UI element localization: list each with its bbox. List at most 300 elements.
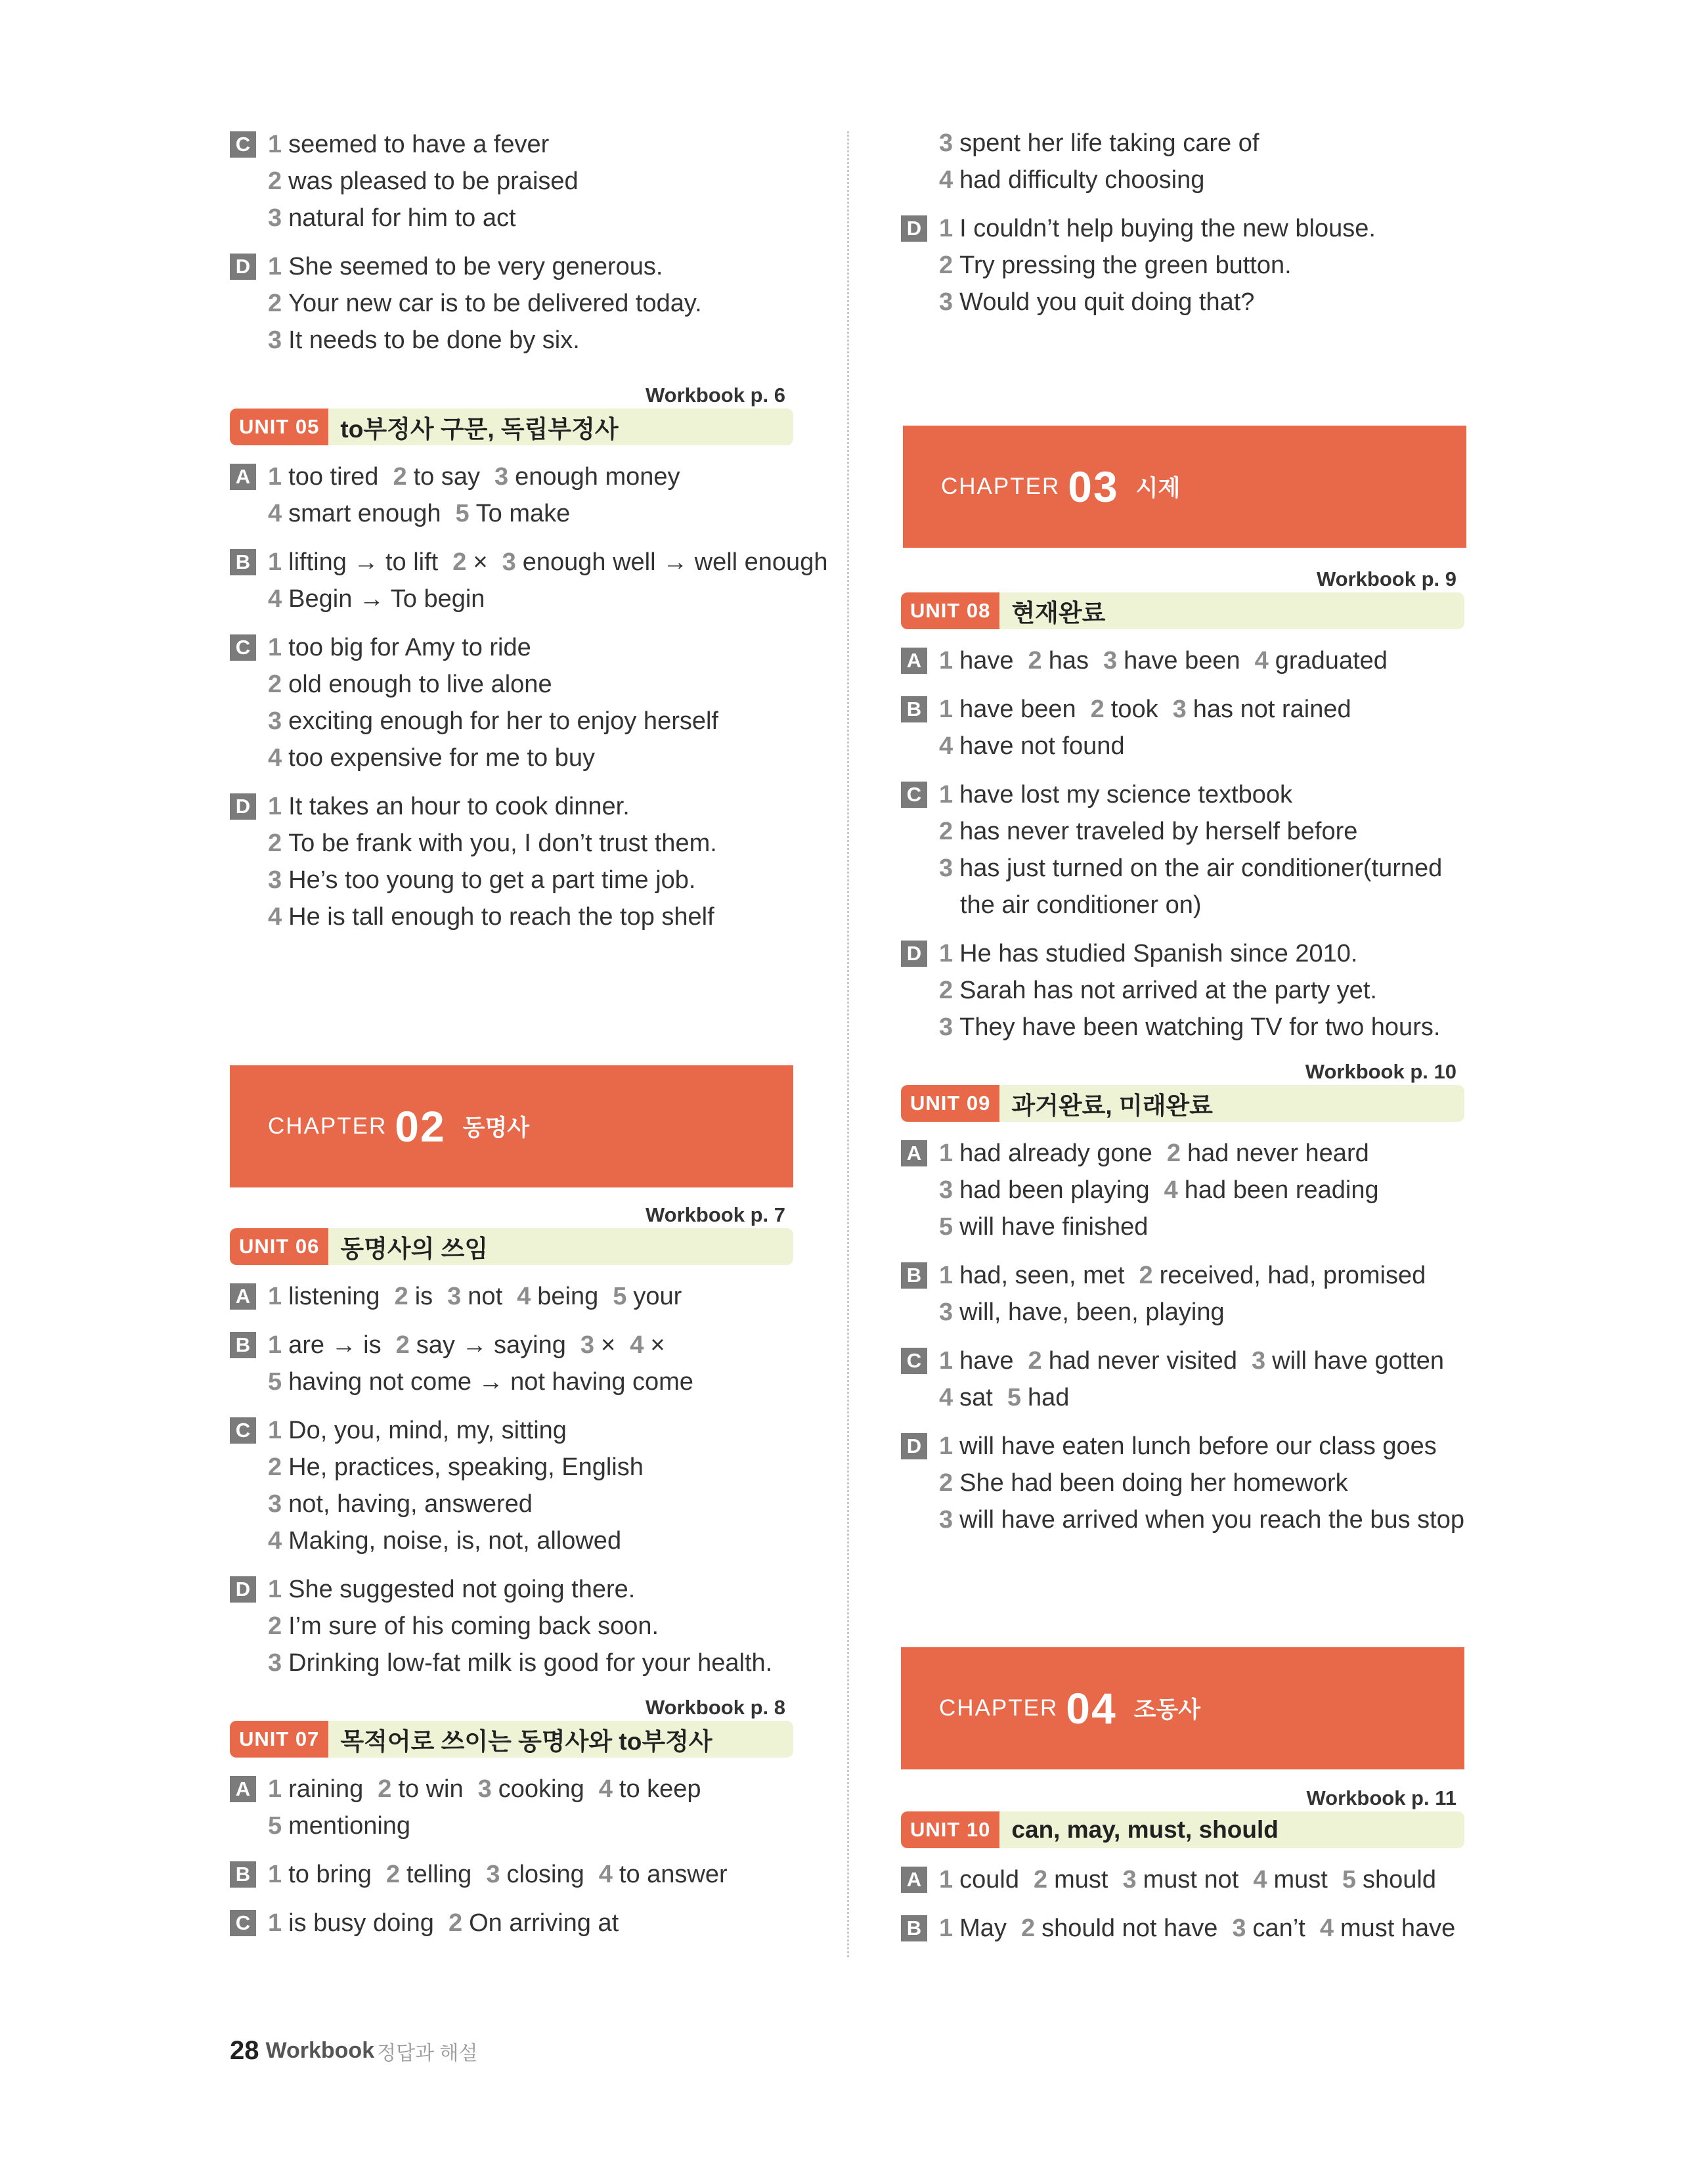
- item-number: 2: [268, 1612, 282, 1640]
- item-number: 4: [939, 166, 953, 194]
- answer-text: had never visited: [1048, 1347, 1237, 1375]
- item-number: 4: [1319, 1915, 1334, 1942]
- answer-text: to bring: [288, 1861, 372, 1888]
- answer-group: [230, 1278, 793, 1315]
- answer-group: [901, 776, 1464, 923]
- answer-lines: [268, 1905, 793, 1941]
- answer-group: [230, 1327, 793, 1400]
- answer-text: will have finished: [959, 1213, 1149, 1241]
- chapter-04-banner: [901, 1647, 1464, 1769]
- answer-text: say → saying: [416, 1331, 566, 1359]
- unit-title: 목적어로 쓰이는 동명사와 to부정사: [340, 1728, 712, 1755]
- answer-line: [268, 1771, 793, 1807]
- answer-group: [230, 629, 793, 776]
- section-badge: A: [230, 1283, 256, 1310]
- answer-text: Making, noise, is, not, allowed: [288, 1527, 622, 1555]
- answer-line: [268, 1571, 793, 1608]
- answer-text: too tired: [288, 463, 379, 491]
- answer-text: exciting enough for her to enjoy herself: [288, 707, 718, 735]
- answer-lines: [268, 544, 827, 617]
- answer-line: [939, 1257, 1464, 1294]
- answer-lines: [939, 1428, 1464, 1538]
- answer-line: [268, 1905, 793, 1941]
- item-number: 4: [1164, 1176, 1178, 1204]
- item-number: 1: [939, 1347, 953, 1375]
- item-number: 2: [1090, 696, 1105, 723]
- answer-text: have been: [959, 696, 1076, 723]
- item-number: 4: [268, 744, 282, 772]
- answer-text: too expensive for me to buy: [288, 744, 595, 772]
- chapter-number: 03: [1068, 462, 1119, 511]
- section-badge: [901, 130, 927, 156]
- item-number: 1: [268, 1909, 282, 1937]
- answer-text: She had been doing her homework: [959, 1469, 1348, 1497]
- item-number: 5: [613, 1283, 627, 1310]
- item-number: 1: [939, 940, 953, 967]
- answer-text: to answer: [619, 1861, 728, 1888]
- answer-group: [230, 788, 793, 935]
- left-column-lower: [230, 1202, 793, 1953]
- item-number: 3: [268, 1490, 282, 1518]
- answer-group: [230, 1771, 793, 1844]
- item-number: 2: [378, 1775, 392, 1803]
- item-number: 1: [939, 781, 953, 809]
- answer-line: [939, 642, 1464, 679]
- unit07-answers: [230, 1771, 793, 1941]
- answer-text: Your new car is to be delivered today.: [288, 290, 702, 317]
- unit-badge: UNIT 05: [230, 409, 328, 445]
- item-number: 3: [939, 854, 953, 882]
- answer-text: enough money: [515, 463, 680, 491]
- item-number: 3: [494, 463, 509, 491]
- workbook-ref: Workbook p. 7: [645, 1203, 785, 1226]
- answer-lines: [268, 248, 793, 359]
- unit-header: [901, 1811, 1464, 1848]
- answer-lines: [268, 788, 793, 935]
- unit-badge: UNIT 09: [901, 1085, 999, 1122]
- item-number: 3: [1172, 696, 1187, 723]
- answer-line: [268, 1856, 793, 1893]
- unit-title: 과거완료, 미래완료: [1011, 1092, 1213, 1119]
- page-number: 28: [230, 2036, 259, 2065]
- answer-text: has never traveled by herself before: [959, 818, 1358, 845]
- answer-lines: [939, 1910, 1464, 1947]
- answer-line: [939, 1910, 1464, 1947]
- answer-text: is: [414, 1283, 433, 1310]
- answer-line: [268, 163, 793, 200]
- item-number: 1: [939, 1866, 953, 1894]
- answer-lines: [939, 1342, 1464, 1416]
- answer-lines: [268, 1571, 793, 1681]
- item-number: 1: [939, 696, 953, 723]
- answer-line: [268, 248, 793, 285]
- answer-line: [268, 1645, 793, 1681]
- answer-text: had been reading: [1184, 1176, 1379, 1204]
- item-number: 4: [939, 732, 953, 760]
- answer-line: [939, 1294, 1464, 1331]
- section-badge: A: [901, 1140, 927, 1166]
- answer-text: Sarah has not arrived at the party yet.: [959, 977, 1377, 1004]
- item-number: 4: [1254, 647, 1269, 675]
- answer-text: He has studied Spanish since 2010.: [959, 940, 1358, 967]
- right-top-groups: [901, 125, 1464, 321]
- answer-line: [268, 1522, 793, 1559]
- answer-text: graduated: [1275, 647, 1388, 675]
- chapter-label: CHAPTER: [268, 1113, 387, 1139]
- answer-text: natural for him to act: [288, 204, 516, 232]
- item-number: 5: [939, 1213, 953, 1241]
- chapter-label: CHAPTER: [941, 474, 1061, 499]
- answer-group: [901, 1861, 1464, 1898]
- answer-text: can’t: [1252, 1915, 1305, 1942]
- book-brand-sub: 정답과 해설: [377, 2042, 478, 2064]
- answer-lines: [939, 1257, 1464, 1331]
- item-number: 5: [1342, 1866, 1356, 1894]
- answer-line: [939, 1342, 1464, 1379]
- answer-lines: [939, 642, 1464, 679]
- answer-text: May: [959, 1915, 1007, 1942]
- answer-group: [230, 126, 793, 236]
- answer-text: is busy doing: [288, 1909, 434, 1937]
- answer-text: Do, you, mind, my, sitting: [288, 1417, 567, 1444]
- item-number: 3: [268, 866, 282, 894]
- answer-text: had, seen, met: [959, 1262, 1125, 1289]
- unit-title: 동명사의 쓰임: [340, 1235, 489, 1262]
- item-number: 1: [268, 253, 282, 280]
- item-number: 3: [939, 129, 953, 157]
- answer-line: [268, 285, 793, 322]
- item-number: 3: [939, 288, 953, 316]
- answer-text: had: [1027, 1384, 1070, 1411]
- answer-text: On arriving at: [469, 1909, 619, 1937]
- unit-header: [230, 1721, 793, 1758]
- unit-badge: UNIT 07: [230, 1721, 328, 1758]
- item-number: 3: [502, 548, 516, 576]
- answer-text: must not: [1143, 1866, 1239, 1894]
- section-badge: D: [230, 1576, 256, 1603]
- answer-text: had been playing: [959, 1176, 1150, 1204]
- section-badge: C: [230, 131, 256, 158]
- item-number: 4: [268, 903, 282, 931]
- unit-badge: UNIT 08: [901, 592, 999, 629]
- answer-text: closing: [506, 1861, 584, 1888]
- item-number: 2: [268, 671, 282, 698]
- answer-lines: [939, 691, 1464, 765]
- answer-line: [939, 1428, 1464, 1465]
- unit10-answers: [901, 1861, 1464, 1947]
- answer-line: [939, 1009, 1464, 1046]
- answer-text: I couldn’t help buying the new blouse.: [959, 215, 1376, 242]
- item-number: 2: [1028, 1347, 1042, 1375]
- column-divider: [847, 131, 849, 1957]
- answer-lines: [268, 1771, 793, 1844]
- unit-header: [901, 592, 1464, 629]
- item-number: 1: [268, 1417, 282, 1444]
- answer-text: will have gotten: [1272, 1347, 1445, 1375]
- section-badge: C: [901, 782, 927, 808]
- item-number: 1: [939, 1262, 953, 1289]
- answer-text: I’m sure of his coming back soon.: [288, 1612, 659, 1640]
- answer-text: took: [1110, 696, 1158, 723]
- item-number: 2: [939, 977, 953, 1004]
- answer-lines: [939, 1861, 1464, 1898]
- item-number: 3: [939, 1298, 953, 1326]
- section-badge: D: [901, 941, 927, 967]
- answer-text: Try pressing the green button.: [959, 252, 1292, 279]
- item-number: 2: [385, 1861, 401, 1888]
- item-number: 4: [939, 1384, 953, 1411]
- item-number: 2: [268, 1453, 282, 1481]
- answer-line: [939, 1465, 1464, 1501]
- answer-line: [939, 728, 1464, 765]
- section-badge: A: [901, 1867, 927, 1893]
- answer-text: has: [1048, 647, 1089, 675]
- answer-text: He is tall enough to reach the top shelf: [288, 903, 714, 931]
- answer-text: must: [1273, 1866, 1328, 1894]
- item-number: 2: [268, 290, 282, 317]
- answer-line: [268, 495, 793, 532]
- unit08-answers: [901, 642, 1464, 1046]
- answer-text: have lost my science textbook: [959, 781, 1293, 809]
- section-badge: B: [901, 696, 927, 722]
- answer-text: received, had, promised: [1159, 1262, 1426, 1289]
- item-number: 1: [268, 1861, 282, 1888]
- answer-line: [939, 1135, 1464, 1172]
- section-badge: A: [230, 1776, 256, 1802]
- chapter-label: CHAPTER: [939, 1695, 1059, 1721]
- chapter-number: 04: [1066, 1684, 1117, 1733]
- item-number: 3: [268, 707, 282, 735]
- answer-line: [268, 581, 827, 617]
- answer-line: [939, 972, 1464, 1009]
- answer-text: He, practices, speaking, English: [288, 1453, 644, 1481]
- answer-lines: [939, 125, 1464, 198]
- unit-badge: UNIT 06: [230, 1228, 328, 1265]
- answer-group: [901, 1428, 1464, 1538]
- answer-text: being: [537, 1283, 599, 1310]
- answer-text: To make: [475, 500, 571, 527]
- answer-line: [268, 825, 793, 862]
- item-number: 2: [1166, 1140, 1181, 1167]
- answer-text: has just turned on the air conditioner(turned: [959, 854, 1443, 882]
- answer-line: [268, 544, 827, 581]
- item-number: 2: [394, 1283, 408, 1310]
- answer-line: [268, 1608, 793, 1645]
- answer-text: to keep: [619, 1775, 701, 1803]
- answer-line: [268, 703, 793, 740]
- chapter-title: 시제: [1135, 476, 1181, 501]
- item-number: 2: [939, 818, 953, 845]
- chapter-02-banner: [230, 1065, 793, 1187]
- unit-badge: UNIT 10: [901, 1811, 999, 1848]
- answer-lines: [939, 776, 1464, 923]
- item-number: 1: [939, 1915, 953, 1942]
- answer-line: [268, 666, 793, 703]
- item-number: 1: [939, 215, 953, 242]
- answer-text: to win: [398, 1775, 464, 1803]
- item-number: 2: [1028, 647, 1042, 675]
- answer-text: mentioning: [288, 1812, 411, 1840]
- answer-lines: [939, 1135, 1464, 1245]
- item-number: 2: [268, 830, 282, 857]
- item-number: 1: [939, 1140, 953, 1167]
- item-number: 3: [1122, 1866, 1137, 1894]
- workbook-ref: Workbook p. 11: [1306, 1786, 1456, 1809]
- item-number: 2: [393, 463, 407, 491]
- answer-line: [268, 1363, 793, 1400]
- answer-line: [939, 210, 1464, 247]
- item-number: 2: [395, 1331, 410, 1359]
- section-badge: B: [901, 1262, 927, 1289]
- item-number: 5: [268, 1368, 282, 1396]
- answer-line: [268, 1412, 793, 1449]
- answer-lines: [268, 1327, 793, 1400]
- item-number: 2: [452, 548, 467, 576]
- workbook-ref: Workbook p. 6: [645, 384, 785, 407]
- answer-line: [939, 813, 1464, 850]
- answer-lines: [268, 458, 793, 532]
- answer-group: [230, 1856, 793, 1893]
- answer-text: had difficulty choosing: [959, 166, 1205, 194]
- right-column: [901, 125, 1464, 332]
- workbook-ref: Workbook p. 9: [1316, 567, 1456, 590]
- answer-lines: [268, 629, 793, 776]
- item-number: 3: [1232, 1915, 1246, 1942]
- answer-text: was pleased to be praised: [288, 167, 579, 195]
- section-badge: D: [230, 254, 256, 280]
- answer-group: [901, 125, 1464, 198]
- section-badge: B: [901, 1915, 927, 1941]
- answer-text: seemed to have a fever: [288, 131, 550, 158]
- answer-lines: [939, 935, 1464, 1046]
- answer-text: are → is: [288, 1331, 382, 1359]
- answer-text: She suggested not going there.: [288, 1576, 636, 1603]
- answer-text: old enough to live alone: [288, 671, 552, 698]
- answer-line: [939, 935, 1464, 972]
- answer-text: must have: [1340, 1915, 1456, 1942]
- answer-group: [901, 642, 1464, 679]
- answer-text: raining: [288, 1775, 364, 1803]
- answer-text: have not found: [959, 732, 1125, 760]
- answer-line: [268, 629, 793, 666]
- answer-text: They have been watching TV for two hours.: [959, 1013, 1441, 1041]
- item-number: 4: [1253, 1866, 1267, 1894]
- answer-text: should: [1363, 1866, 1436, 1894]
- answer-lines: [268, 1412, 793, 1559]
- item-number: 1: [268, 1331, 282, 1359]
- answer-line: [268, 1486, 793, 1522]
- right-column-mid: [901, 566, 1464, 1550]
- answer-text: too big for Amy to ride: [288, 634, 531, 661]
- answer-line: [939, 162, 1464, 198]
- item-number: 4: [517, 1283, 531, 1310]
- item-number: 3: [939, 1506, 953, 1534]
- answer-text: She seemed to be very generous.: [288, 253, 663, 280]
- answer-line: [268, 862, 793, 898]
- answer-text: lifting → to lift: [288, 548, 439, 576]
- answer-line: [939, 1379, 1464, 1416]
- answer-text: having not come → not having come: [288, 1368, 693, 1396]
- unit09-answers: [901, 1135, 1464, 1538]
- answer-line: [268, 126, 793, 163]
- answer-text: has not rained: [1193, 696, 1351, 723]
- workbook-ref: Workbook p. 10: [1305, 1060, 1456, 1083]
- answer-text: sat: [959, 1384, 993, 1411]
- answer-text: To be frank with you, I don’t trust them.: [288, 830, 717, 857]
- item-number: 2: [448, 1909, 463, 1937]
- left-column: [230, 126, 828, 947]
- answer-group: [230, 1412, 793, 1559]
- answer-text: not: [468, 1283, 503, 1310]
- answer-line: [268, 1449, 793, 1486]
- answer-text: It needs to be done by six.: [288, 326, 580, 354]
- answer-line: [939, 1501, 1464, 1538]
- answer-lines: [268, 126, 793, 236]
- item-number: 1: [268, 793, 282, 820]
- item-number: 5: [1007, 1384, 1021, 1411]
- answer-line: [939, 1861, 1464, 1898]
- answer-line: [939, 776, 1464, 813]
- answer-text: will have arrived when you reach the bus stop: [959, 1506, 1465, 1534]
- answer-line: [939, 887, 1464, 923]
- item-number: 1: [939, 647, 953, 675]
- answer-text: have been: [1124, 647, 1240, 675]
- section-badge: D: [901, 215, 927, 242]
- answer-text: will, have, been, playing: [959, 1298, 1225, 1326]
- item-number: 3: [580, 1331, 594, 1359]
- answer-text: ×: [650, 1331, 665, 1359]
- workbook-ref: Workbook p. 8: [645, 1696, 785, 1719]
- answer-group: [901, 691, 1464, 765]
- item-number: 3: [1103, 647, 1118, 675]
- answer-text: could: [959, 1866, 1019, 1894]
- answer-text: Begin → To begin: [288, 585, 485, 613]
- answer-line: [268, 322, 793, 359]
- unit-header: [230, 409, 793, 445]
- item-number: 3: [486, 1861, 500, 1888]
- answer-text: smart enough: [288, 500, 441, 527]
- item-number: 3: [1251, 1347, 1266, 1375]
- answer-text: It takes an hour to cook dinner.: [288, 793, 630, 820]
- item-number: 1: [268, 131, 282, 158]
- answer-line: [268, 1278, 793, 1315]
- unit-title: 현재완료: [1011, 600, 1106, 627]
- section-badge: C: [230, 1910, 256, 1936]
- item-number: 4: [268, 585, 282, 613]
- answer-text: telling: [406, 1861, 472, 1888]
- section-badge: C: [230, 634, 256, 661]
- answer-text: to say: [413, 463, 480, 491]
- chapter-number: 02: [395, 1102, 446, 1151]
- answer-group: [230, 458, 793, 532]
- item-number: 1: [268, 1283, 282, 1310]
- answer-text: should not have: [1041, 1915, 1218, 1942]
- unit-title: to부정사 구문, 독립부정사: [340, 416, 619, 443]
- answer-text: your: [633, 1283, 682, 1310]
- item-number: 3: [268, 326, 282, 354]
- section-badge: D: [230, 793, 256, 820]
- unit-header: [230, 1228, 793, 1265]
- item-number: 5: [455, 500, 470, 527]
- answer-group: [230, 544, 828, 617]
- answer-line: [939, 850, 1464, 887]
- answer-text: must: [1054, 1866, 1108, 1894]
- section-badge: A: [901, 648, 927, 674]
- answer-group: [901, 1910, 1464, 1947]
- answer-line: [939, 247, 1464, 284]
- answer-line: [939, 284, 1464, 321]
- item-number: 3: [939, 1176, 953, 1204]
